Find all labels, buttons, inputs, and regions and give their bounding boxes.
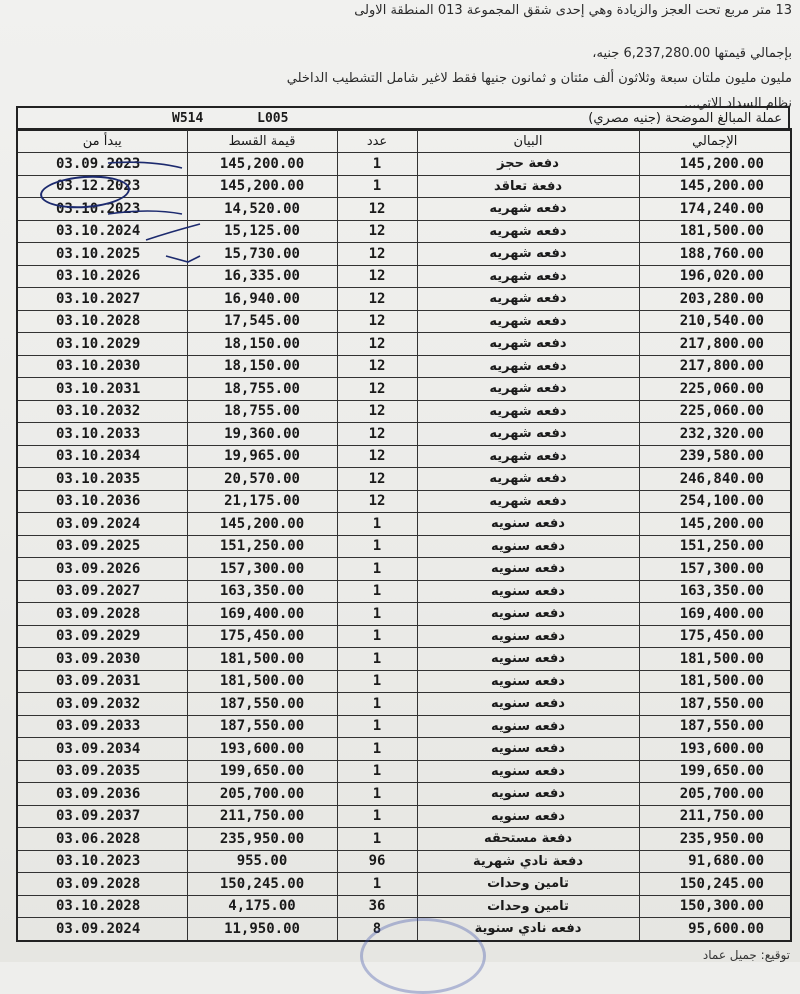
cell-installment: 150,245.00 (187, 873, 337, 896)
cell-count: 1 (337, 558, 417, 581)
cell-count: 1 (337, 625, 417, 648)
cell-description: دفعه سنويه (417, 715, 639, 738)
cell-count: 12 (337, 468, 417, 491)
table-row (17, 153, 791, 176)
cell-start: 03.10.2028 (17, 895, 187, 918)
cell-total: 150,245.00 (639, 873, 791, 896)
cell-installment: 157,300.00 (187, 558, 337, 581)
cell-description: دفعه سنويه (417, 670, 639, 693)
cell-count: 1 (337, 693, 417, 716)
cell-description: دفعه شهريه (417, 198, 639, 221)
table-row (17, 445, 791, 468)
cell-description: دفعه سنويه (417, 625, 639, 648)
cell-total: 217,800.00 (639, 355, 791, 378)
cell-count: 1 (337, 783, 417, 806)
cell-total: 193,600.00 (639, 738, 791, 761)
cell-description: دفعه سنويه (417, 760, 639, 783)
cell-total: 210,540.00 (639, 310, 791, 333)
table-row (17, 895, 791, 918)
table-row (17, 805, 791, 828)
cell-description: دفعه سنويه (417, 603, 639, 626)
cell-total: 225,060.00 (639, 378, 791, 401)
cell-count: 36 (337, 895, 417, 918)
table-row (17, 603, 791, 626)
cell-installment: 14,520.00 (187, 198, 337, 221)
cell-installment: 21,175.00 (187, 490, 337, 513)
cell-count: 1 (337, 760, 417, 783)
cell-count: 1 (337, 153, 417, 176)
cell-installment: 15,125.00 (187, 220, 337, 243)
cell-installment: 18,755.00 (187, 400, 337, 423)
cell-total: 235,950.00 (639, 828, 791, 851)
cell-total: 151,250.00 (639, 535, 791, 558)
header-line-4: نظام السداد الاتي... (684, 96, 792, 111)
cell-installment: 169,400.00 (187, 603, 337, 626)
cell-count: 12 (337, 220, 417, 243)
table-row (17, 873, 791, 896)
cell-total: 181,500.00 (639, 220, 791, 243)
cell-total: 157,300.00 (639, 558, 791, 581)
table-row (17, 310, 791, 333)
cell-total: 174,240.00 (639, 198, 791, 221)
cell-start: 03.09.2031 (17, 670, 187, 693)
cell-total: 239,580.00 (639, 445, 791, 468)
cell-description: دفعه سنويه (417, 580, 639, 603)
cell-description: دفعه شهريه (417, 423, 639, 446)
table-row (17, 580, 791, 603)
cell-description: دفعه سنويه (417, 783, 639, 806)
cell-start: 03.10.2027 (17, 288, 187, 311)
cell-installment: 193,600.00 (187, 738, 337, 761)
cell-count: 12 (337, 288, 417, 311)
cell-description: دفعه سنويه (417, 738, 639, 761)
cell-start: 03.09.2025 (17, 535, 187, 558)
table-row (17, 175, 791, 198)
payment-table (16, 128, 792, 942)
cell-description: دفعه شهريه (417, 310, 639, 333)
cell-start: 03.09.2026 (17, 558, 187, 581)
cell-description: دفعه سنويه (417, 513, 639, 536)
cell-total: 187,550.00 (639, 693, 791, 716)
cell-start: 03.10.2035 (17, 468, 187, 491)
cell-installment: 955.00 (187, 850, 337, 873)
cell-count: 12 (337, 333, 417, 356)
cell-start: 03.10.2036 (17, 490, 187, 513)
cell-count: 12 (337, 265, 417, 288)
cell-description: دفعة حجز (417, 153, 639, 176)
cell-total: 145,200.00 (639, 513, 791, 536)
cell-description: دفعه شهريه (417, 220, 639, 243)
cell-installment: 18,150.00 (187, 355, 337, 378)
cell-start: 03.10.2026 (17, 265, 187, 288)
cell-total: 175,450.00 (639, 625, 791, 648)
cell-start: 03.10.2028 (17, 310, 187, 333)
header-start: يبدأ من (17, 129, 187, 153)
cell-installment: 181,500.00 (187, 648, 337, 671)
cell-count: 12 (337, 198, 417, 221)
cell-count: 12 (337, 423, 417, 446)
cell-count: 1 (337, 535, 417, 558)
cell-total: 211,750.00 (639, 805, 791, 828)
table-row (17, 693, 791, 716)
cell-description: دفعه سنويه (417, 693, 639, 716)
cell-start: 03.09.2030 (17, 648, 187, 671)
table-row (17, 760, 791, 783)
table-row (17, 468, 791, 491)
cell-description: تامين وحدات (417, 895, 639, 918)
cell-description: دفعه شهريه (417, 490, 639, 513)
cell-installment: 16,940.00 (187, 288, 337, 311)
cell-start: 03.09.2028 (17, 873, 187, 896)
cell-description: دفعه شهريه (417, 378, 639, 401)
cell-total: 196,020.00 (639, 265, 791, 288)
table-row (17, 288, 791, 311)
cell-total: 187,550.00 (639, 715, 791, 738)
cell-description: دفعه شهريه (417, 468, 639, 491)
table-row (17, 648, 791, 671)
cell-start: 03.10.2024 (17, 220, 187, 243)
cell-count: 1 (337, 670, 417, 693)
header-count: عدد (337, 129, 417, 153)
cell-count: 1 (337, 715, 417, 738)
cell-installment: 17,545.00 (187, 310, 337, 333)
header-line-3: مليون مليون ملتان سبعة وثلاثون ألف مئتان و ثمانون جنيها فقط لاغير شامل التشطيب الداخلي (286, 71, 792, 86)
table-row (17, 198, 791, 221)
cell-installment: 18,755.00 (187, 378, 337, 401)
cell-start: 03.09.2023 (17, 153, 187, 176)
header-installment: قيمة القسط (187, 129, 337, 153)
table-row (17, 265, 791, 288)
table-row (17, 400, 791, 423)
cell-count: 8 (337, 918, 417, 941)
footer-note: توقيع: جميل عماد (702, 948, 790, 962)
cell-total: 150,300.00 (639, 895, 791, 918)
cell-total: 181,500.00 (639, 648, 791, 671)
cell-installment: 175,450.00 (187, 625, 337, 648)
cell-count: 1 (337, 513, 417, 536)
cell-installment: 151,250.00 (187, 535, 337, 558)
cell-start: 03.09.2024 (17, 918, 187, 941)
cell-total: 163,350.00 (639, 580, 791, 603)
cell-start: 03.10.2032 (17, 400, 187, 423)
cell-total: 169,400.00 (639, 603, 791, 626)
cell-installment: 16,335.00 (187, 265, 337, 288)
cell-count: 12 (337, 355, 417, 378)
cell-start: 03.10.2034 (17, 445, 187, 468)
cell-start: 03.09.2037 (17, 805, 187, 828)
table-row (17, 715, 791, 738)
cell-count: 1 (337, 580, 417, 603)
table-row (17, 828, 791, 851)
cell-total: 188,760.00 (639, 243, 791, 266)
table-header-row (17, 129, 791, 153)
cell-count: 96 (337, 850, 417, 873)
cell-count: 1 (337, 603, 417, 626)
cell-description: دفعه نادي سنوية (417, 918, 639, 941)
cell-installment: 187,550.00 (187, 693, 337, 716)
cell-total: 246,840.00 (639, 468, 791, 491)
cell-description: دفعة مستحقه (417, 828, 639, 851)
cell-count: 12 (337, 400, 417, 423)
cell-total: 225,060.00 (639, 400, 791, 423)
cell-count: 12 (337, 490, 417, 513)
cell-start: 03.09.2036 (17, 783, 187, 806)
table-row (17, 355, 791, 378)
cell-start: 03.09.2028 (17, 603, 187, 626)
table-row (17, 490, 791, 513)
cell-start: 03.09.2029 (17, 625, 187, 648)
cell-description: دفعه سنويه (417, 648, 639, 671)
cell-description: دفعه سنويه (417, 558, 639, 581)
table-row (17, 513, 791, 536)
cell-start: 03.10.2023 (17, 850, 187, 873)
cell-installment: 211,750.00 (187, 805, 337, 828)
cell-start: 03.09.2024 (17, 513, 187, 536)
cell-start: 03.10.2023 (17, 198, 187, 221)
cell-count: 1 (337, 648, 417, 671)
cell-total: 232,320.00 (639, 423, 791, 446)
cell-description: دفعة تعاقد (417, 175, 639, 198)
table-row (17, 558, 791, 581)
cell-installment: 20,570.00 (187, 468, 337, 491)
cell-installment: 163,350.00 (187, 580, 337, 603)
cell-description: دفعه شهريه (417, 243, 639, 266)
table-row (17, 378, 791, 401)
table-caption: عملة المبالغ الموضحة (جنيه مصري) (16, 106, 790, 131)
table-row (17, 535, 791, 558)
cell-start: 03.10.2025 (17, 243, 187, 266)
cell-description: تامين وحدات (417, 873, 639, 896)
table-row (17, 423, 791, 446)
cell-installment: 145,200.00 (187, 153, 337, 176)
table-row (17, 783, 791, 806)
cell-start: 03.10.2030 (17, 355, 187, 378)
cell-start: 03.09.2034 (17, 738, 187, 761)
cell-count: 12 (337, 310, 417, 333)
table-row (17, 243, 791, 266)
cell-count: 1 (337, 738, 417, 761)
cell-start: 03.12.2023 (17, 175, 187, 198)
cell-description: دفعه شهريه (417, 265, 639, 288)
cell-start: 03.10.2033 (17, 423, 187, 446)
cell-start: 03.06.2028 (17, 828, 187, 851)
cell-installment: 4,175.00 (187, 895, 337, 918)
cell-total: 95,600.00 (639, 918, 791, 941)
unit-codes (172, 111, 334, 126)
cell-total: 203,280.00 (639, 288, 791, 311)
table-row (17, 850, 791, 873)
cell-total: 145,200.00 (639, 175, 791, 198)
cell-installment: 205,700.00 (187, 783, 337, 806)
header-line-2: بإجمالي قيمتها 6,237,280.00 جنيه، (592, 46, 792, 61)
cell-description: دفعه سنويه (417, 535, 639, 558)
header-description: البيان (417, 129, 639, 153)
cell-installment: 18,150.00 (187, 333, 337, 356)
cell-total: 91,680.00 (639, 850, 791, 873)
cell-installment: 235,950.00 (187, 828, 337, 851)
cell-installment: 19,965.00 (187, 445, 337, 468)
cell-count: 12 (337, 445, 417, 468)
cell-description: دفعة نادي شهرية (417, 850, 639, 873)
stamp-seal (360, 918, 486, 994)
cell-description: دفعه شهريه (417, 288, 639, 311)
cell-total: 217,800.00 (639, 333, 791, 356)
cell-start: 03.10.2029 (17, 333, 187, 356)
cell-installment: 11,950.00 (187, 918, 337, 941)
table-row (17, 625, 791, 648)
cell-count: 1 (337, 828, 417, 851)
table-row (17, 670, 791, 693)
cell-description: دفعه شهريه (417, 333, 639, 356)
cell-total: 145,200.00 (639, 153, 791, 176)
cell-total: 199,650.00 (639, 760, 791, 783)
cell-count: 12 (337, 243, 417, 266)
cell-installment: 19,360.00 (187, 423, 337, 446)
cell-count: 1 (337, 175, 417, 198)
cell-count: 1 (337, 873, 417, 896)
cell-installment: 199,650.00 (187, 760, 337, 783)
cell-installment: 181,500.00 (187, 670, 337, 693)
cell-description: دفعه شهريه (417, 445, 639, 468)
cell-description: دفعه شهريه (417, 400, 639, 423)
cell-description: دفعه سنويه (417, 805, 639, 828)
cell-count: 1 (337, 805, 417, 828)
cell-total: 181,500.00 (639, 670, 791, 693)
cell-installment: 187,550.00 (187, 715, 337, 738)
unit-code: L005 (257, 111, 289, 126)
cell-description: دفعه شهريه (417, 355, 639, 378)
cell-count: 12 (337, 378, 417, 401)
cell-start: 03.10.2031 (17, 378, 187, 401)
header-total: الإجمالي (639, 129, 791, 153)
header-line-1: 13 متر مربع تحت العجز والزيادة وهي إحدى شقق المجموعة 013 المنطقة الاولى (354, 3, 792, 18)
table-row (17, 738, 791, 761)
cell-total: 205,700.00 (639, 783, 791, 806)
cell-start: 03.09.2032 (17, 693, 187, 716)
table-row (17, 220, 791, 243)
building-code: W514 (172, 111, 204, 126)
table-row (17, 333, 791, 356)
cell-start: 03.09.2033 (17, 715, 187, 738)
cell-start: 03.09.2027 (17, 580, 187, 603)
cell-installment: 145,200.00 (187, 175, 337, 198)
cell-installment: 15,730.00 (187, 243, 337, 266)
cell-start: 03.09.2035 (17, 760, 187, 783)
cell-installment: 145,200.00 (187, 513, 337, 536)
cell-total: 254,100.00 (639, 490, 791, 513)
